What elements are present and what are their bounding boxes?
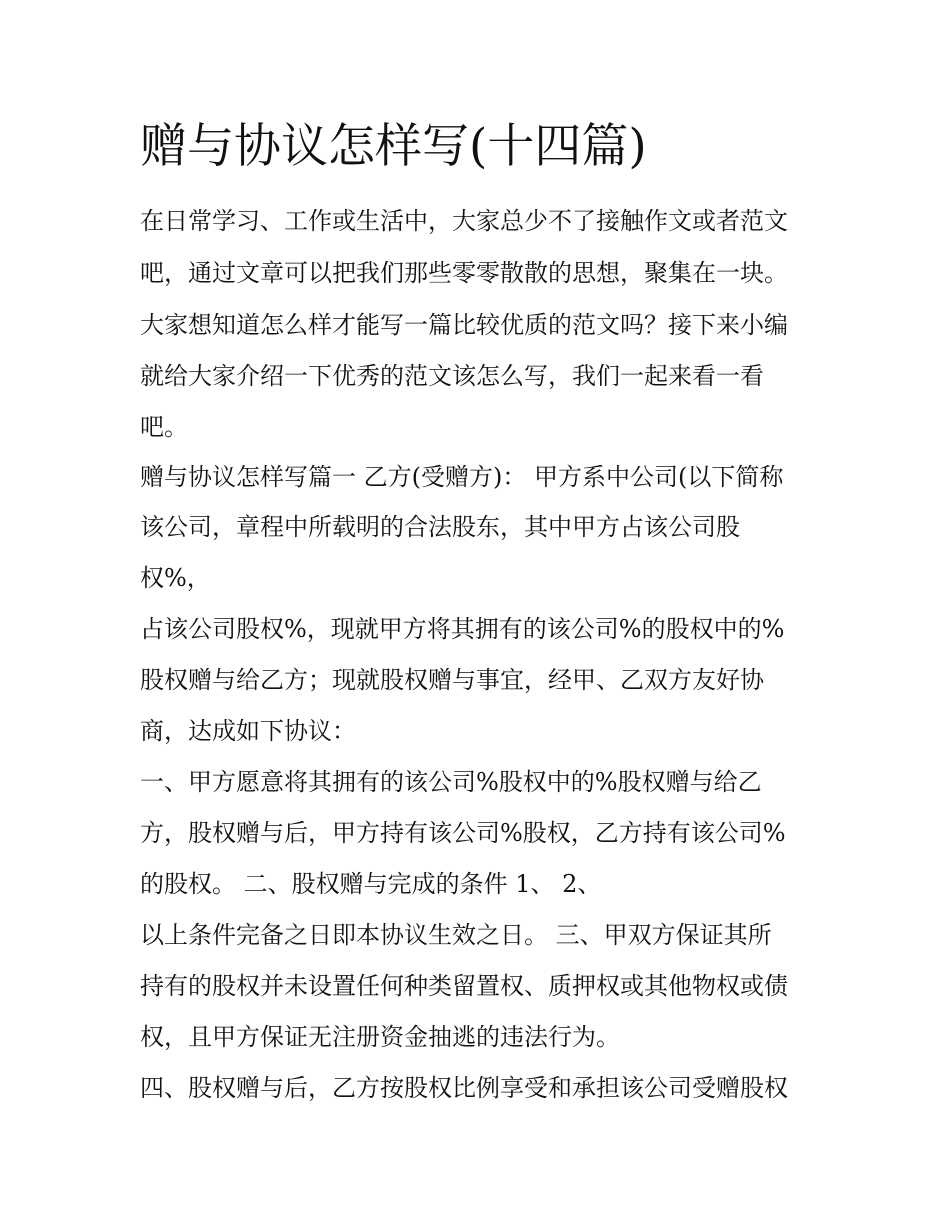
body-line: 的股权。 二、股权赠与完成的条件 1、 2、 — [140, 870, 602, 898]
body-line: 以上条件完备之日即本协议生效之日。 三、甲双方保证其所 — [140, 921, 772, 949]
body-line: 赠与协议怎样写篇一 乙方(受赠方)： 甲方系中公司(以下简称 — [140, 463, 784, 491]
body-line: 该公司，章程中所载明的合法股东，其中甲方占该公司股 — [140, 513, 740, 541]
body-line: 一、甲方愿意将其拥有的该公司%股权中的%股权赠与给乙 — [140, 768, 762, 796]
body-line: 四、股权赠与后，乙方按股权比例享受和承担该公司受赠股权 — [140, 1074, 788, 1102]
body-line: 股权赠与给乙方；现就股权赠与事宜，经甲、乙双方友好协 — [140, 666, 764, 694]
body-line: 大家想知道怎么样才能写一篇比较优质的范文吗？接下来小编 — [140, 311, 788, 339]
body-line: 商，达成如下协议： — [140, 717, 356, 745]
body-line: 就给大家介绍一下优秀的范文该怎么写，我们一起来看一看 — [140, 362, 764, 390]
body-line: 在日常学习、工作或生活中，大家总少不了接触作文或者范文 — [140, 207, 788, 235]
document-title: 赠与协议怎样写(十四篇) — [140, 119, 647, 174]
body-line: 占该公司股权%，现就甲方将其拥有的该公司%的股权中的% — [140, 615, 785, 643]
body-line: 吧，通过文章可以把我们那些零零散散的思想，聚集在一块。 — [140, 259, 788, 287]
body-line: 权，且甲方保证无注册资金抽逃的违法行为。 — [140, 1023, 620, 1051]
body-line: 方，股权赠与后，甲方持有该公司%股权，乙方持有该公司% — [140, 819, 786, 847]
body-line: 吧。 — [140, 413, 188, 441]
body-line: 权%， — [140, 564, 211, 592]
body-line: 持有的股权并未设置任何种类留置权、质押权或其他物权或债 — [140, 972, 788, 1000]
